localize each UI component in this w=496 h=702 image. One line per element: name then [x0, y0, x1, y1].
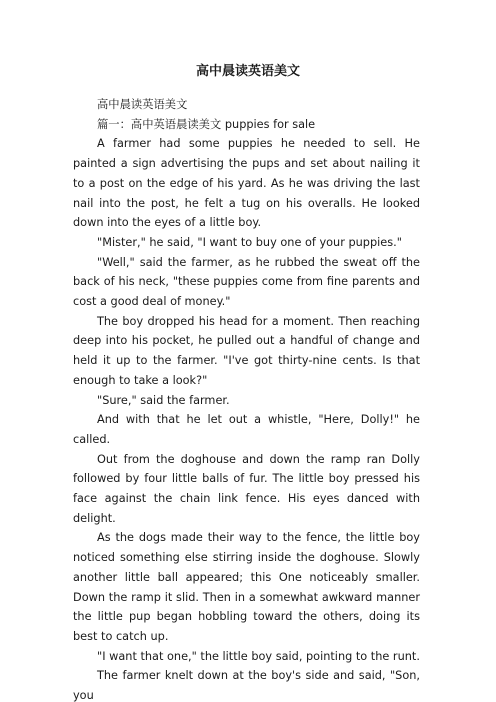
- body-paragraph: As the dogs made their way to the fence, the little boy noticed something else stirring inside the doghouse. Slowly another little ball appeared; this One noticeably smaller. Down the ramp it slid. Then in a somewhat awkward manner the little pup began hobbling toward the others, doing its best to catch up.: [73, 531, 420, 643]
- document-title: 高中晨读英语美文: [195, 64, 300, 79]
- body-paragraph: The boy dropped his head for a moment. Then reaching deep into his pocket, he pulled out a handful of change and held it up to the farmer. "I've got thirty-nine cents. Is that enough to take a look?": [73, 314, 420, 387]
- subtitle-paragraph: 高中晨读英语美文: [97, 98, 188, 111]
- body-paragraph: And with that he let out a whistle, "Here, Dolly!" he called.: [73, 413, 420, 446]
- body-paragraph: "Mister," he said, "I want to buy one of your puppies.": [97, 235, 402, 249]
- body-paragraph: The farmer knelt down at the boy's side and said, "Son, you: [73, 669, 420, 702]
- document-body: [73, 95, 420, 702]
- body-paragraph: "I want that one," the little boy said, pointing to the runt.: [97, 649, 420, 663]
- body-paragraph: Out from the doghouse and down the ramp ran Dolly followed by four little balls of fur. The little boy pressed his face against the chain link fence. His eyes danced with delight.: [73, 452, 420, 525]
- section-heading: 篇一：高中英语晨读美文 puppies for sale: [97, 117, 316, 131]
- body-paragraph: A farmer had some puppies he needed to sell. He painted a sign advertising the pups and set about nailing it to a post on the edge of his yard. As he was driving the last nail into the post, he felt a tug on his overalls. He looked down into the eyes of a little boy.: [73, 137, 420, 230]
- body-paragraph: "Sure," said the farmer.: [97, 393, 230, 407]
- body-paragraph: "Well," said the farmer, as he rubbed the sweat off the back of his neck, "these puppies come from fine parents and cost a good deal of money.": [73, 255, 420, 309]
